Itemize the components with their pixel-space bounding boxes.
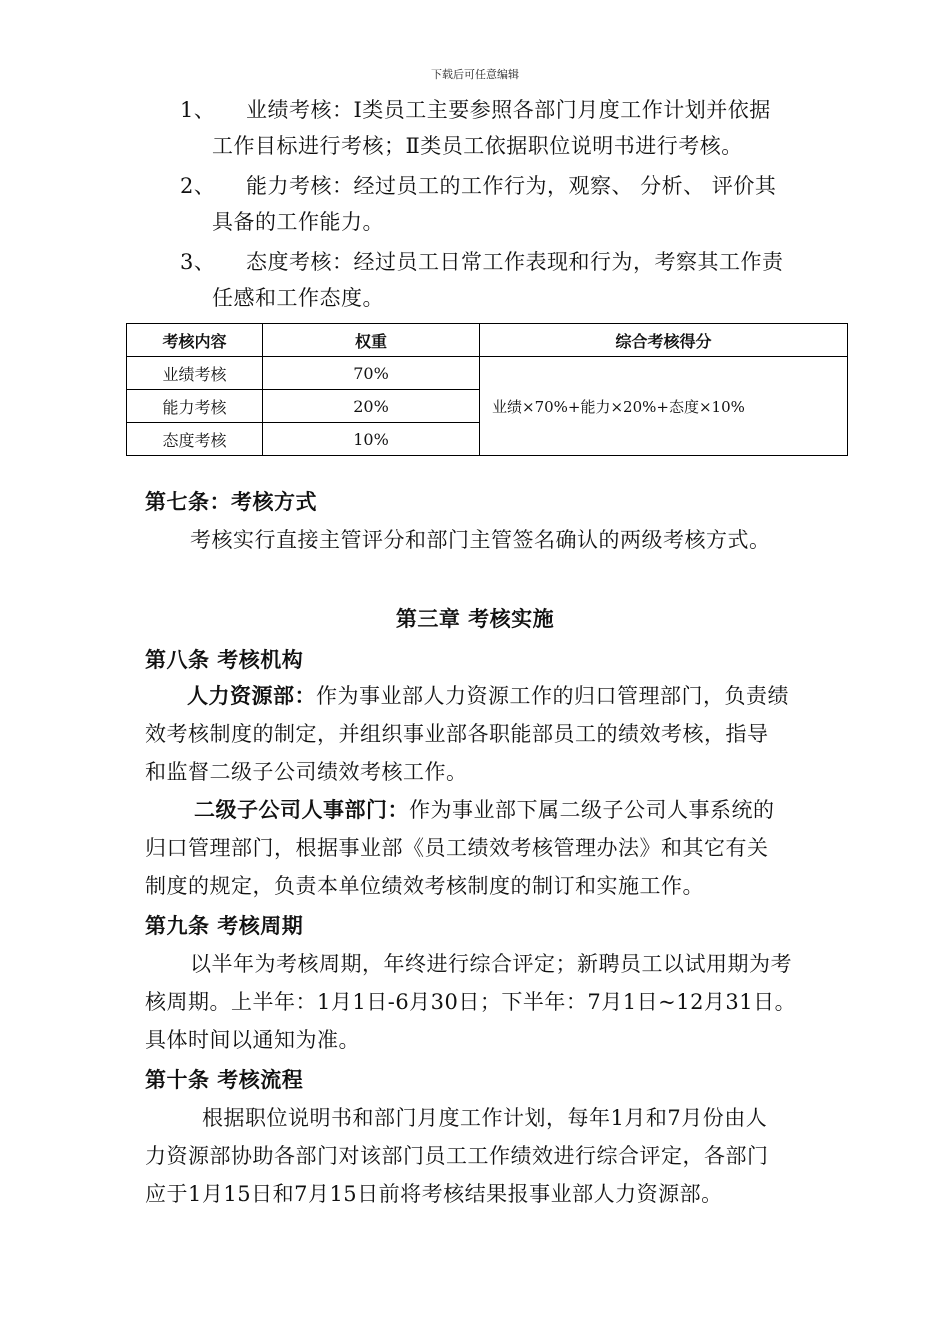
table-cell-item: 态度考核 (127, 423, 263, 456)
article-9-line3: 具体时间以通知为准。 (145, 1028, 360, 1052)
list-item-2-line2: 具备的工作能力。 (212, 210, 384, 234)
article-9-line1: 以半年为考核周期，年终进行综合评定；新聘员工以试用期为考 (190, 952, 792, 976)
table-cell-weight: 70% (263, 357, 480, 390)
article-7-body: 考核实行直接主管评分和部门主管签名确认的两级考核方式。 (190, 528, 771, 552)
table-cell-item: 能力考核 (127, 390, 263, 423)
table-header-weight: 权重 (263, 324, 480, 357)
article-10-line1: 根据职位说明书和部门月度工作计划，每年1月和7月份由人 (202, 1106, 768, 1130)
table-header-row (127, 324, 848, 357)
article-10-line3: 应于1月15日和7月15日前将考核结果报事业部人力资源部。 (145, 1182, 723, 1206)
hr-dept-label: 人力资源部： (187, 683, 316, 708)
sub-dept-label: 二级子公司人事部门： (194, 797, 409, 822)
article-8-title: 第八条 考核机构 (145, 647, 304, 672)
table-header-item: 考核内容 (127, 324, 263, 357)
table-cell-formula: 业绩×70%+能力×20%+态度×10% (480, 357, 848, 456)
weight-table (126, 323, 848, 456)
article-8-sub-line3: 制度的规定，负责本单位绩效考核制度的制订和实施工作。 (145, 874, 704, 898)
table-cell-weight: 20% (263, 390, 480, 423)
article-10-title: 第十条 考核流程 (145, 1067, 304, 1092)
hr-dept-text: 作为事业部人力资源工作的归口管理部门，负责绩 (316, 684, 789, 708)
sub-dept-text: 作为事业部下属二级子公司人事系统的 (409, 798, 775, 822)
article-9-line2: 核周期。上半年：1月1日-6月30日；下半年：7月1日~12月31日。 (145, 990, 797, 1014)
list-item-1-line2: 工作目标进行考核；Ⅱ类员工依据职位说明书进行考核。 (212, 134, 743, 158)
table-row (127, 357, 848, 390)
list-number-1: 1、 (180, 98, 216, 122)
article-8-hr-line1 (187, 680, 789, 710)
list-number-2: 2、 (180, 174, 216, 198)
list-number-3: 3、 (180, 250, 216, 274)
list-item-1-line1: 业绩考核：Ⅰ类员工主要参照各部门月度工作计划并依据 (246, 98, 771, 122)
article-10-line2: 力资源部协助各部门对该部门员工工作绩效进行综合评定，各部门 (145, 1144, 769, 1168)
article-9-title: 第九条 考核周期 (145, 913, 304, 938)
header-note: 下载后可任意编辑 (431, 68, 519, 81)
article-8-sub-line2: 归口管理部门，根据事业部《员工绩效考核管理办法》和其它有关 (145, 836, 769, 860)
chapter-title: 第三章 考核实施 (395, 606, 555, 631)
table-cell-weight: 10% (263, 423, 480, 456)
table-header-score: 综合考核得分 (480, 324, 848, 357)
list-item-2-line1: 能力考核：经过员工的工作行为，观察、 分析、 评价其 (246, 174, 777, 198)
article-7-title: 第七条：考核方式 (145, 489, 317, 514)
article-8-hr-line3: 和监督二级子公司绩效考核工作。 (145, 760, 468, 784)
table-cell-item: 业绩考核 (127, 357, 263, 390)
article-8-hr-line2: 效考核制度的制定，并组织事业部各职能部员工的绩效考核，指导 (145, 722, 769, 746)
list-item-3-line1: 态度考核：经过员工日常工作表现和行为，考察其工作责 (246, 250, 784, 274)
article-8-sub-line1 (194, 794, 775, 824)
list-item-3-line2: 任感和工作态度。 (212, 286, 384, 310)
